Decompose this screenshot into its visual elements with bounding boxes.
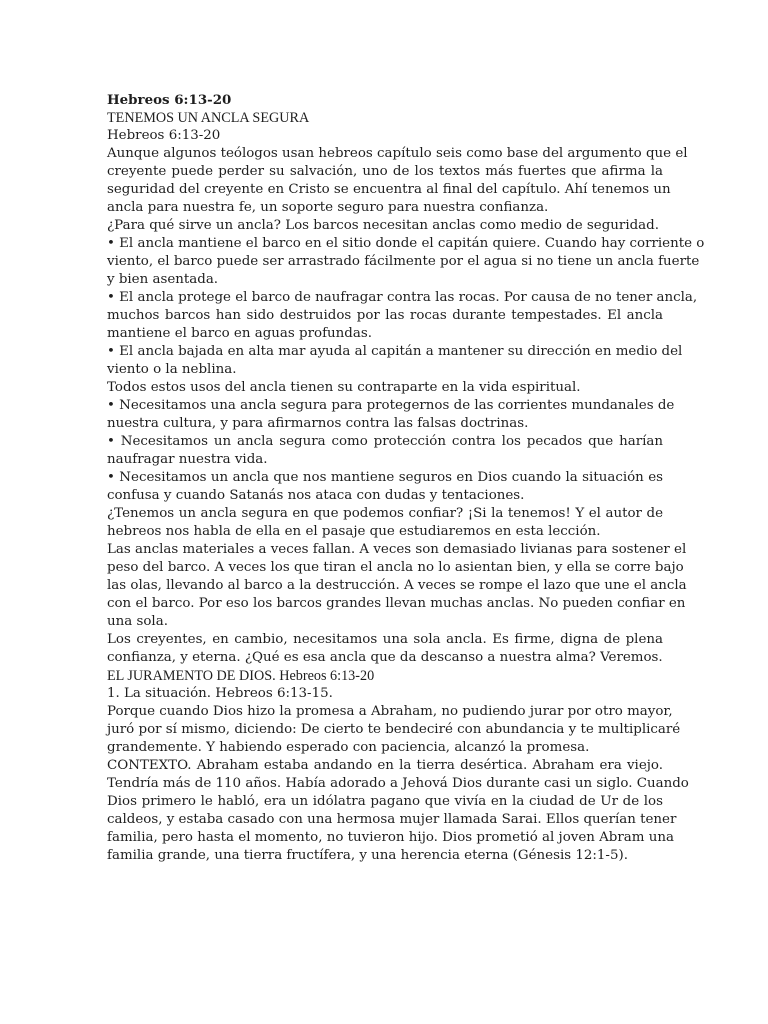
text-line: y bien asentada. (107, 272, 219, 287)
text-line: viento o la neblina. (107, 362, 237, 377)
text-line: 1. La situación. Hebreos 6:13-15. (107, 686, 333, 701)
document-title: Hebreos 6:13-20 (107, 92, 232, 108)
text-line: • Necesitamos un ancla segura como protección contra los pecados que harían (107, 434, 663, 449)
text-line: • El ancla protege el barco de naufragar contra las rocas. Por causa de no tener ancla, (107, 290, 698, 305)
text-line: las olas, llevando al barco a la destrucción. A veces se rompe el lazo que une el ancla (107, 578, 687, 593)
text-line: ¿Para qué sirve un ancla? Los barcos necesitan anclas como medio de seguridad. (107, 218, 659, 233)
text-line: Todos estos usos del ancla tienen su contraparte en la vida espiritual. (107, 380, 581, 395)
text-line: TENEMOS UN ANCLA SEGURA (107, 110, 310, 126)
text-line: una sola. (107, 614, 168, 629)
text-line: hebreos nos habla de ella en el pasaje que estudiaremos en esta lección. (107, 524, 601, 539)
text-line: Hebreos 6:13-20 (107, 128, 221, 143)
text-line: CONTEXTO. Abraham estaba andando en la tierra desértica. Abraham era viejo. (107, 758, 663, 773)
text-line: ancla para nuestra fe, un soporte seguro para nuestra confianza. (107, 200, 549, 215)
document-page (107, 91, 705, 865)
text-line: familia grande, una tierra fructífera, y una herencia eterna (Génesis 12:1-5). (107, 848, 628, 863)
text-line: Los creyentes, en cambio, necesitamos una sola ancla. Es firme, digna de plena (107, 632, 663, 647)
text-line: confianza, y eterna. ¿Qué es esa ancla que da descanso a nuestra alma? Veremos. (107, 650, 663, 665)
text-line: • Necesitamos un ancla que nos mantiene seguros en Dios cuando la situación es (107, 470, 663, 485)
text-line: caldeos, y estaba casado con una hermosa mujer llamada Sarai. Ellos querían tener (107, 812, 677, 827)
text-line: viento, el barco puede ser arrastrado fácilmente por el agua si no tiene un ancla fuerte (107, 254, 700, 269)
text-line: • El ancla bajada en alta mar ayuda al capitán a mantener su dirección en medio del (107, 344, 683, 359)
text-line: grandemente. Y habiendo esperado con paciencia, alcanzó la promesa. (107, 740, 590, 755)
text-line: • El ancla mantiene el barco en el sitio donde el capitán quiere. Cuando hay corriente o (107, 236, 705, 251)
text-line: Porque cuando Dios hizo la promesa a Abraham, no pudiendo jurar por otro mayor, (107, 704, 673, 719)
text-line: ¿Tenemos un ancla segura en que podemos confiar? ¡Si la tenemos! Y el autor de (107, 506, 663, 521)
text-line: muchos barcos han sido destruidos por las rocas durante tempestades. El ancla (107, 308, 663, 323)
text-line: Las anclas materiales a veces fallan. A veces son demasiado livianas para sostener el (107, 542, 687, 557)
text-line: mantiene el barco en aguas profundas. (107, 326, 372, 341)
text-line: naufragar nuestra vida. (107, 452, 268, 467)
text-line: • Necesitamos una ancla segura para protegernos de las corrientes mundanales de (107, 398, 675, 413)
text-line: nuestra cultura, y para afirmarnos contra las falsas doctrinas. (107, 416, 529, 431)
text-line: Aunque algunos teólogos usan hebreos capítulo seis como base del argumento que el (107, 146, 688, 161)
text-line: Tendría más de 110 años. Había adorado a Jehová Dios durante casi un siglo. Cuando (107, 776, 689, 791)
text-line: Dios primero le habló, era un idólatra pagano que vivía en la ciudad de Ur de los (107, 794, 663, 809)
text-line: creyente puede perder su salvación, uno de los textos más fuertes que afirma la (107, 164, 663, 179)
text-line: peso del barco. A veces los que tiran el ancla no lo asientan bien, y ella se corre bajo (107, 560, 684, 575)
text-line: con el barco. Por eso los barcos grandes llevan muchas anclas. No pueden confiar en (107, 596, 686, 611)
text-line: seguridad del creyente en Cristo se encuentra al final del capítulo. Ahí tenemos un (107, 182, 671, 197)
text-line: familia, pero hasta el momento, no tuvieron hijo. Dios prometió al joven Abram una (107, 830, 674, 845)
text-line: juró por sí mismo, diciendo: De cierto te bendeciré con abundancia y te multiplicaré (107, 722, 681, 737)
text-line: confusa y cuando Satanás nos ataca con dudas y tentaciones. (107, 488, 525, 503)
text-line: EL JURAMENTO DE DIOS. Hebreos 6:13-20 (107, 668, 375, 684)
